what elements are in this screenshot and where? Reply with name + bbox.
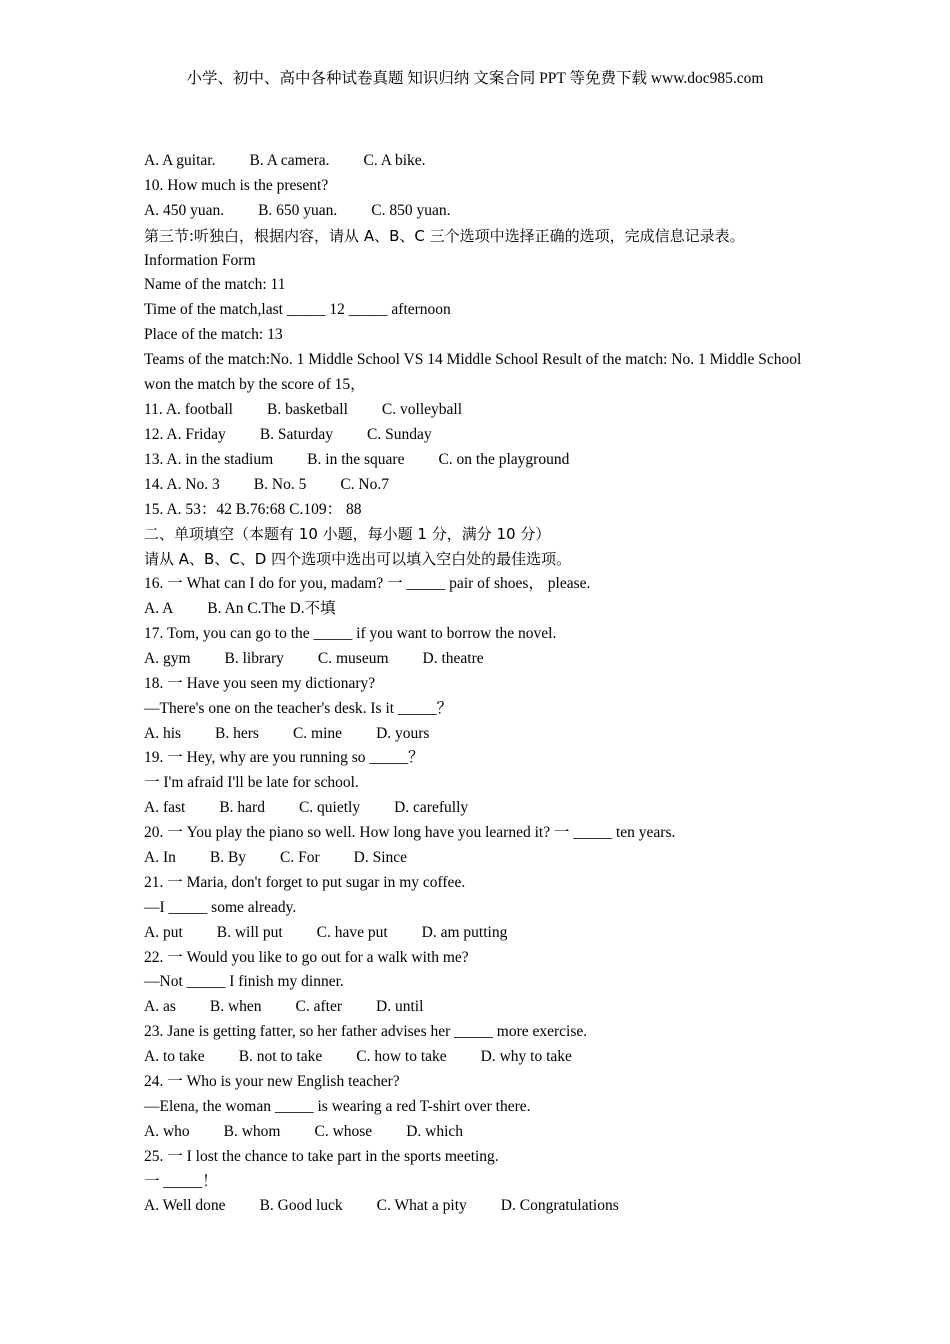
answer-options — [144, 473, 844, 498]
text-line: —There's one on the teacher's desk. Is it _____？ — [144, 699, 453, 717]
option-item: 12. A. Friday — [144, 425, 226, 443]
answer-options — [144, 921, 844, 946]
option-item: C. For — [280, 848, 320, 866]
option-item: B. in the square — [307, 450, 405, 468]
option-item: C. after — [295, 998, 343, 1016]
option-item: 13. A. in the stadium — [144, 450, 274, 468]
text-paragraph: Teams of the match:No. 1 Middle School VS 14 Middle School Result of the match: No. 1 Middle School won the match by the score of 15， — [144, 351, 802, 394]
option-item: D. until — [376, 998, 424, 1016]
text-line: 19. 一 Hey, why are you running so _____？ — [144, 749, 424, 767]
option-item: B. Good luck — [259, 1197, 343, 1215]
option-item: C. No.7 — [340, 475, 390, 493]
section-heading: 第三节:听独白，根据内容，请从 A、B、C 三个选项中选择正确的选项，完成信息记录表。 — [144, 226, 745, 245]
option-item: A. who — [144, 1122, 190, 1140]
option-item: A. as — [144, 998, 176, 1016]
section-heading: 请从 A、B、C、D 四个选项中选出可以填入空白处的最佳选项。 — [144, 550, 572, 569]
option-item: B. By — [209, 848, 247, 866]
page-header: 小学、初中、高中各种试卷真题 知识归纳 文案合同 PPT 等免费下载 www.doc985.com — [186, 70, 764, 87]
option-item: B. Saturday — [259, 425, 333, 443]
answer-options — [144, 1120, 844, 1145]
option-item: C. 850 yuan. — [371, 201, 451, 219]
text-line: 16. 一 What can I do for you, madam? 一 _____ pair of shoes， please. — [144, 575, 591, 593]
text-line: 10. How much is the present? — [144, 176, 329, 194]
option-item: C. have put — [316, 923, 388, 941]
text-line: Place of the match: 13 — [144, 326, 283, 344]
option-item: C. Sunday — [367, 425, 432, 443]
option-item: B. No. 5 — [253, 475, 307, 493]
answer-options — [144, 1045, 844, 1070]
option-item: B. basketball — [266, 400, 348, 418]
option-item: D. am putting — [421, 923, 508, 941]
answer-options — [144, 149, 844, 174]
answer-options — [144, 1194, 844, 1219]
answer-options — [144, 796, 844, 821]
answer-options — [144, 448, 844, 473]
answer-options — [144, 647, 844, 672]
text-line: 17. Tom, you can go to the _____ if you want to borrow the novel. — [144, 624, 557, 642]
option-item: D. which — [406, 1122, 464, 1140]
answer-options — [144, 846, 844, 871]
document-body — [144, 149, 844, 1219]
option-item: B. 650 yuan. — [258, 201, 338, 219]
option-item: D. Since — [353, 848, 408, 866]
option-item: B. An C.The D.不填 — [207, 600, 336, 618]
option-item: C. museum — [317, 649, 389, 667]
option-item: A. A guitar. — [144, 152, 216, 169]
text-line: 15. A. 53：42 B.76:68 C.109： 88 — [144, 500, 362, 518]
option-item: B. hers — [215, 724, 259, 742]
option-item: B. whom — [223, 1122, 281, 1140]
answer-options — [144, 597, 844, 622]
text-line: Name of the match: 11 — [144, 276, 286, 294]
option-item: A. 450 yuan. — [144, 201, 225, 219]
answer-options — [144, 995, 844, 1020]
section-heading: 二、单项填空（本题有 10 小题，每小题 1 分，满分 10 分） — [144, 525, 551, 544]
text-line: 23. Jane is getting fatter, so her father advises her _____ more exercise. — [144, 1023, 588, 1041]
text-line: 20. 一 You play the piano so well. How long have you learned it? 一 _____ ten years. — [144, 824, 676, 842]
text-line: 22. 一 Would you like to go out for a walk with me? — [144, 948, 469, 966]
option-item: A. Well done — [144, 1197, 226, 1215]
option-item: B. will put — [216, 923, 283, 941]
text-line: 一 I'm afraid I'll be late for school. — [144, 774, 359, 792]
option-item: A. In — [144, 848, 176, 866]
text-line: —I _____ some already. — [144, 898, 297, 916]
option-item: C. volleyball — [381, 400, 462, 418]
option-item: A. A — [144, 600, 174, 618]
answer-options — [144, 398, 844, 423]
option-item: A. gym — [144, 649, 191, 667]
option-item: C. quietly — [298, 799, 361, 817]
text-line: 24. 一 Who is your new English teacher? — [144, 1072, 400, 1090]
option-item: A. to take — [144, 1048, 205, 1066]
text-line: Information Form — [144, 251, 256, 269]
option-item: B. library — [224, 649, 284, 667]
option-item: C. whose — [314, 1122, 373, 1140]
option-item: D. yours — [376, 724, 430, 742]
answer-options — [144, 722, 844, 747]
text-line: Time of the match,last _____ 12 _____ afternoon — [144, 301, 451, 319]
option-item: B. hard — [219, 799, 265, 817]
option-item: C. What a pity — [376, 1197, 467, 1215]
option-item: D. theatre — [422, 649, 484, 667]
option-item: D. carefully — [394, 799, 469, 817]
text-line: —Not _____ I finish my dinner. — [144, 973, 344, 991]
option-item: B. when — [209, 998, 262, 1016]
option-item: C. on the playground — [438, 450, 570, 468]
option-item: A. put — [144, 923, 183, 941]
option-item: 14. A. No. 3 — [144, 475, 220, 493]
answer-options — [144, 199, 844, 224]
option-item: C. A bike. — [363, 152, 426, 169]
option-item: A. his — [144, 724, 182, 742]
option-item: B. not to take — [238, 1048, 323, 1066]
text-line: 一 _____！ — [144, 1172, 218, 1190]
option-item: C. mine — [292, 724, 343, 742]
text-line: —Elena, the woman _____ is wearing a red T-shirt over there. — [144, 1097, 531, 1115]
text-line: 21. 一 Maria, don't forget to put sugar in my coffee. — [144, 873, 466, 891]
option-item: D. why to take — [480, 1048, 572, 1066]
option-item: D. Congratulations — [500, 1197, 619, 1215]
option-item: B. A camera. — [249, 152, 330, 169]
option-item: 11. A. football — [144, 400, 233, 418]
text-line: 18. 一 Have you seen my dictionary? — [144, 674, 376, 692]
option-item: C. how to take — [356, 1048, 447, 1066]
text-line: 25. 一 I lost the chance to take part in the sports meeting. — [144, 1147, 499, 1165]
answer-options — [144, 423, 844, 448]
option-item: A. fast — [144, 799, 186, 817]
